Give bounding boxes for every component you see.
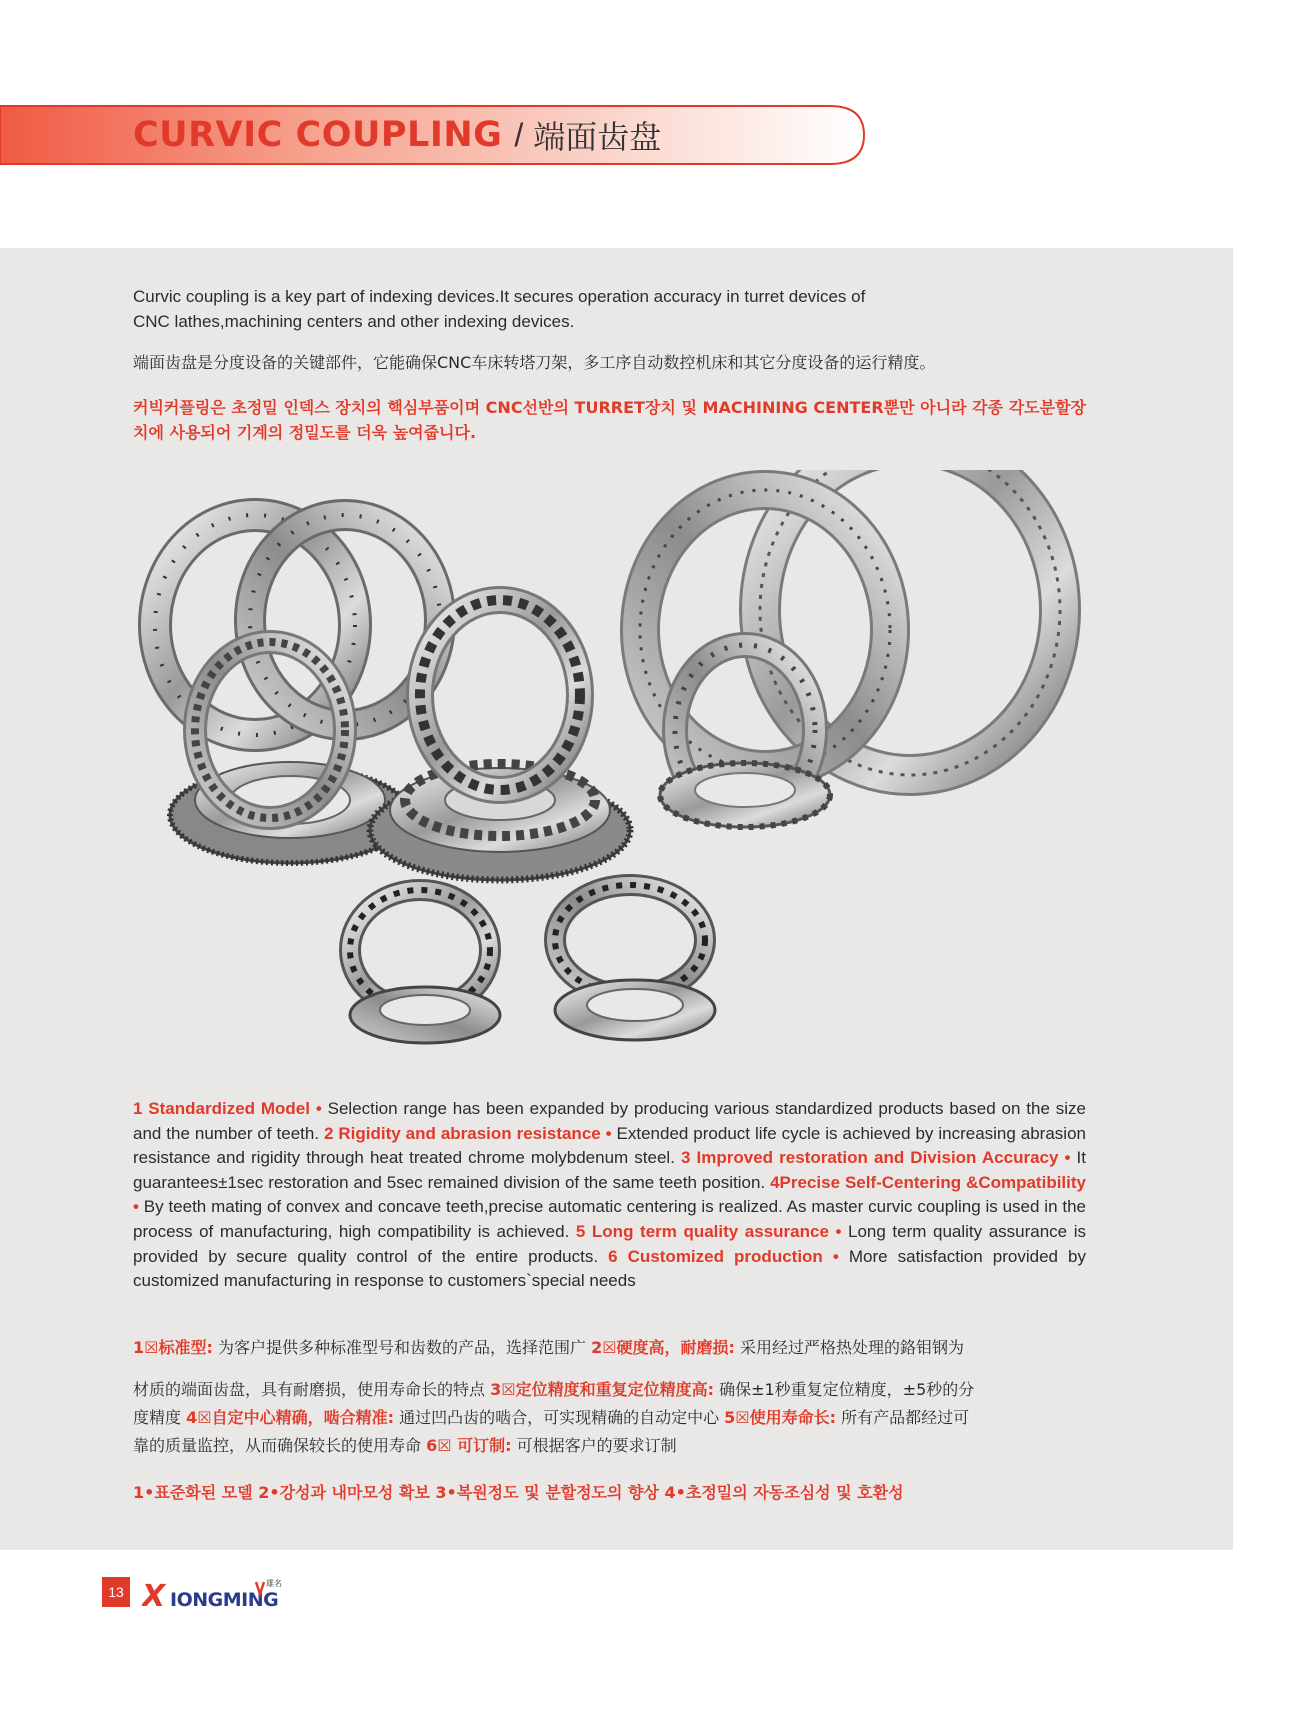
feature-title: 2☒硬度高，耐磨损: — [591, 1338, 735, 1357]
feature-text: 度精度 — [133, 1408, 187, 1427]
feature-title: 3☒定位精度和重复定位精度高: — [490, 1380, 714, 1399]
feature-title: 6 Customized production • — [608, 1246, 839, 1266]
feature-text: 所有产品都经过可 — [836, 1408, 970, 1427]
intro-english-line: Curvic coupling is a key part of indexing devices.It secures operation accuracy in turret devices of — [133, 287, 866, 306]
features-english — [133, 1097, 1086, 1294]
ring-right-flat — [660, 763, 830, 827]
feature-text: 材质的端面齿盘，具有耐磨损，使用寿命长的特点 — [133, 1380, 491, 1399]
logo-initial: X — [142, 1579, 166, 1614]
xiongming-logo — [142, 1574, 292, 1614]
features-chinese-line — [133, 1334, 1086, 1362]
logo-chinese: 雄名 — [266, 1579, 282, 1588]
features-korean: 1•표준화된 모델 2•강성과 내마모성 확보 3•복원정도 및 분할정도의 향상 4•초정밀의 자동조심성 및 호환성 — [133, 1483, 904, 1502]
intro-english — [133, 284, 1093, 334]
feature-title: 5 Long term quality assurance • — [575, 1221, 842, 1241]
intro-chinese: 端面齿盘是分度设备的关键部件，它能确保CNC车床转塔刀架，多工序自动数控机床和其它分度设备的运行精度。 — [133, 353, 936, 372]
page-number: 13 — [102, 1577, 130, 1607]
feature-text: 确保±1秒重复定位精度，±5秒的分 — [713, 1380, 975, 1399]
feature-title: 6☒ 可订制: — [426, 1436, 512, 1455]
intro-korean: 커빅커플링은 초정밀 인덱스 장치의 핵심부품이며 CNC선반의 TURRET장치 및 MACHINING CENTER뿐만 아니라 각종 각도분할장치에 사용되어 기계의 정밀도를 더욱 높여줍니다. — [133, 398, 1086, 442]
curvic-coupling-product-image — [130, 470, 1130, 1070]
title-banner — [0, 104, 866, 166]
features-chinese-line — [133, 1376, 1086, 1404]
features-chinese-line — [133, 1404, 1086, 1432]
feature-text: 通过凹凸齿的啮合，可实现精确的自动定中心 — [393, 1408, 725, 1427]
feature-text: 可根据客户的要求订制 — [511, 1436, 677, 1455]
features-chinese-line — [133, 1432, 1086, 1460]
feature-title: 5☒使用寿命长: — [724, 1408, 837, 1427]
feature-text: It guarantees±1sec restoration and 5sec remained division of the same teeth position. — [133, 1148, 1086, 1192]
feature-title: 1☒标准型: — [133, 1338, 213, 1357]
features-chinese — [133, 1334, 1086, 1460]
feature-title: 2 Rigidity and abrasion resistance • — [324, 1123, 612, 1143]
feature-title: 3 Improved restoration and Division Accuracy • — [681, 1148, 1071, 1168]
feature-text: More satisfaction provided by customized manufacturing in response to customers`special needs — [133, 1246, 1086, 1291]
feature-text: 靠的质量监控，从而确保较长的使用寿命 — [133, 1436, 427, 1455]
page-title — [133, 112, 661, 158]
feature-title: 4Precise Self-Centering &Compatibility • — [133, 1172, 1086, 1217]
feature-text: 为客户提供多种标准型号和齿数的产品，选择范围广 — [212, 1338, 592, 1357]
feature-text: Long term quality assurance is provided by secure quality control of the entire products. — [133, 1221, 1086, 1266]
small-coupling-set-left — [350, 890, 500, 1043]
small-coupling-set-right — [555, 885, 715, 1040]
feature-text: Selection range has been expanded by producing various standardized products based on the size and the number of teeth. — [133, 1099, 1086, 1143]
logo-text: IONGMING — [170, 1589, 279, 1611]
title-separator: / — [514, 116, 524, 153]
title-chinese: 端面齿盘 — [533, 118, 662, 156]
feature-title: 4☒自定中心精确，啮合精准: — [186, 1408, 394, 1427]
feature-text: 采用经过严格热处理的鉻钼钢为 — [734, 1338, 965, 1357]
feature-title: 1 Standardized Model • — [133, 1099, 322, 1118]
feature-text: By teeth mating of convex and concave teeth,precise automatic centering is realized. As master curvic coupling is used in the process of manufacturing, high compatibility is achieved. — [133, 1197, 1086, 1241]
intro-english-line: CNC lathes,machining centers and other indexing devices. — [133, 312, 575, 331]
feature-text: Extended product life cycle is achieved by increasing abrasion resistance and rigidity through heat treated chrome molybdenum steel. — [133, 1123, 1086, 1168]
title-english: CURVIC COUPLING — [133, 115, 503, 155]
